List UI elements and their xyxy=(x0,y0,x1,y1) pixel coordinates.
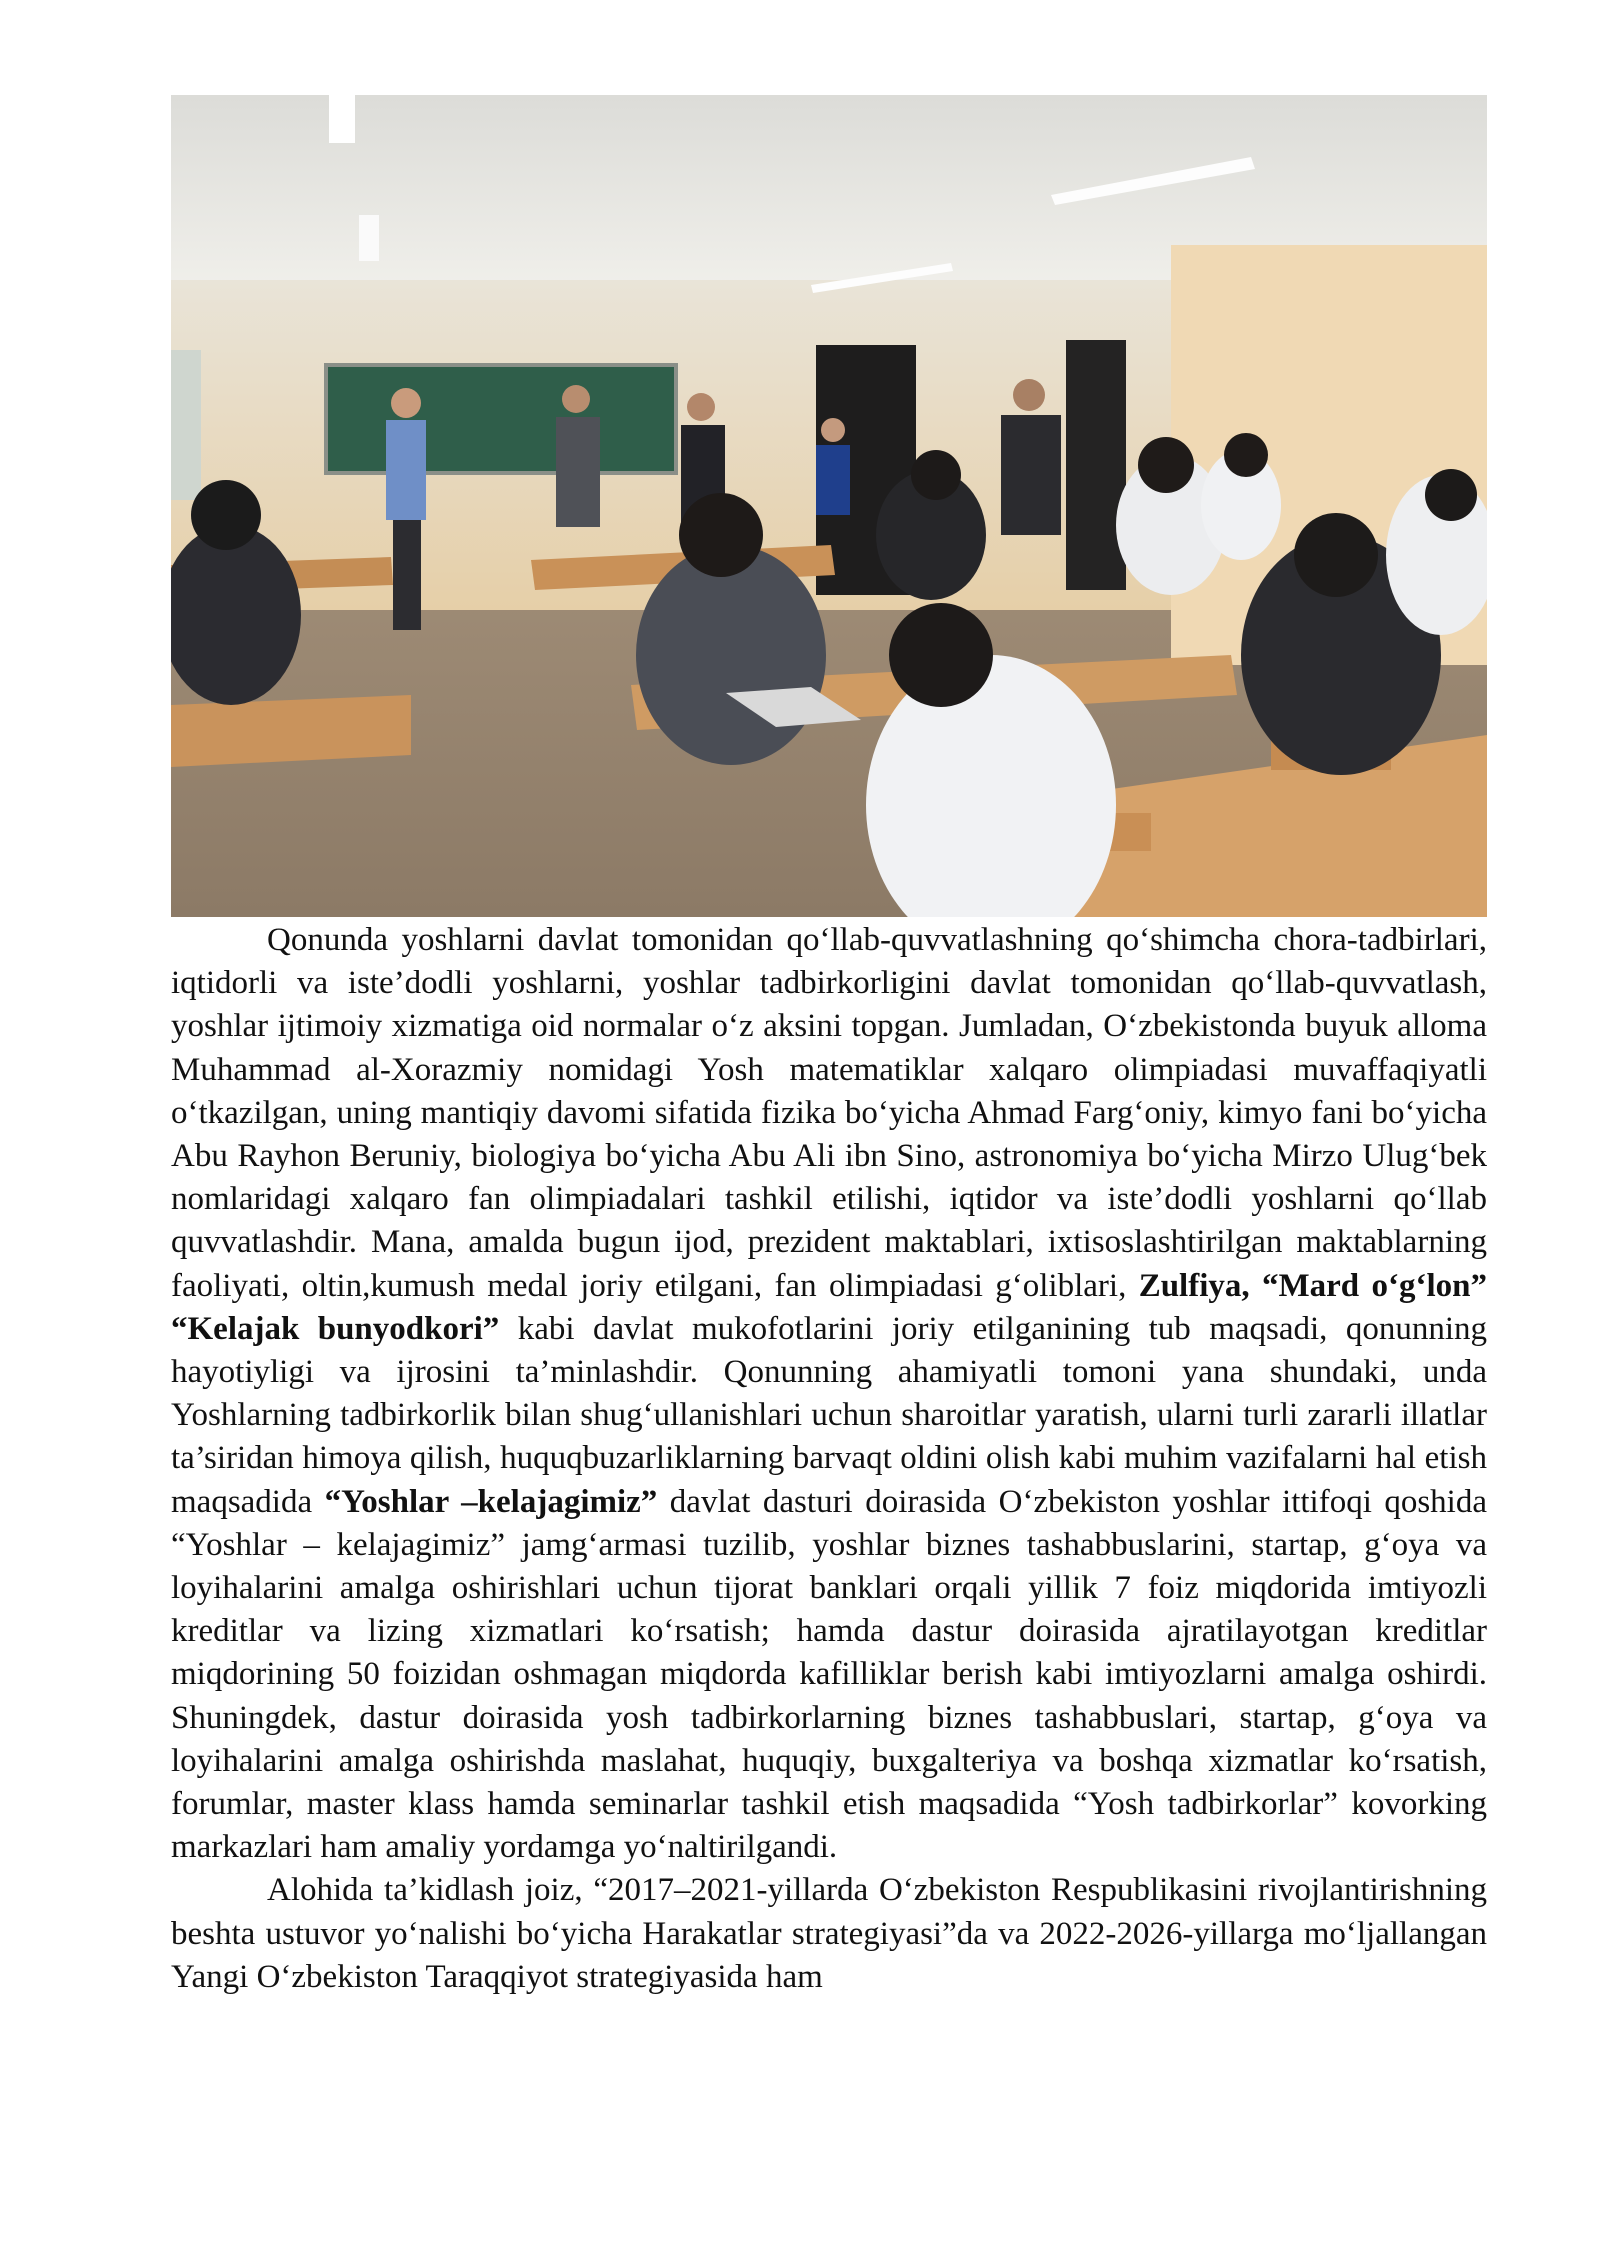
paragraph-1 xyxy=(171,919,1487,1869)
paragraph-1-part-2: kabi davlat mukofotlarini joriy etilganining tub maqsadi, qonunning hayotiyligi va ijrosini ta’minlashdir. Qonunning ahamiyatli tomoni yana shundaki, unda Yoshlarning tadbirkorlik bilan shug‘ullanishlari uchun sharoitlar yaratish, ularni turli zararli illatlar ta’siridan himoya qilish, huquqbuzarliklarning barvaqt oldini olish kabi muhim vazifalarni hal etish maqsadida xyxy=(171,1310,1487,1520)
classroom-photo xyxy=(171,95,1487,917)
paragraph-1-part-1: Qonunda yoshlarni davlat tomonidan qo‘llab-quvvatlashning qo‘shimcha chora-tadbirlari, iqtidorli va iste’dodli yoshlarni, yoshlar tadbirkorligini davlat tomonidan qo‘llab-quvvatlash, yoshlar ijtimoiy xizmatiga oid normalar o‘z aksini topgan. Jumladan, O‘zbekistonda buyuk alloma Muhammad al-Xorazmiy nomidagi Yosh matematiklar xalqaro olimpiadasi muvaffaqiyatli o‘tkazilgan, uning mantiqiy davomi sifatida fizika bo‘yicha Ahmad Farg‘oniy, kimyo fani bo‘yicha Abu Rayhon Beruniy, biologiya bo‘yicha Abu Ali ibn Sino, astronomiya bo‘yicha Mirzo Ulug‘bek nomlaridagi xalqaro fan olimpiadalari tashkil etilishi, iqtidor va iste’dodli yoshlarni qo‘llab quvvatlashdir. Mana, amalda bugun ijod, prezident maktablari, ixtisoslashtirilgan maktablarning faoliyati, oltin,kumush medal joriy etilgani, fan olimpiadasi g‘oliblari, xyxy=(171,922,1487,1304)
paragraph-2: Alohida ta’kidlash joiz, “2017–2021-yillarda O‘zbekiston Respublikasini rivojlantirishning beshta ustuvor yo‘nalishi bo‘yicha Harakatlar strategiyasi”da va 2022-2026-yillarga mo‘ljallangan Yangi O‘zbekiston Taraqqiyot strategiyasida ham xyxy=(171,1872,1487,1995)
paragraph-1-bold-awards: Zulfiya, “Mard o‘g‘lon” “Kelajak bunyodkori” xyxy=(171,1267,1487,1347)
paragraph-1-bold-program: “Yoshlar –kelajagimiz” xyxy=(324,1483,658,1520)
paragraph-1-part-3: davlat dasturi doirasida O‘zbekiston yoshlar ittifoqi qoshida “Yoshlar – kelajagimiz” jamg‘armasi tuzilib, yoshlar biznes tashabbuslarini, startap, g‘oya va loyihalarini amalga oshirishlari uchun tijorat banklari orqali yillik 7 foiz miqdorida imtiyozli kreditlar va lizing xizmatlari ko‘rsatish; hamda dastur doirasida ajratilayotgan kreditlar miqdorining 50 foizidan oshmagan miqdorda kafilliklar berish kabi imtiyozlarni amalga oshirdi. Shuningdek, dastur doirasida yosh tadbirkorlarning biznes tashabbuslari, startap, g‘oya va loyihalarini amalga oshirishda maslahat, huquqiy, buxgalteriya va boshqa xizmatlar ko‘rsatish, forumlar, master klass hamda seminarlar tashkil etish maqsadida “Yosh tadbirkorlar” kovorking markazlari ham amaliy yordamga yo‘naltirilgandi. xyxy=(171,1483,1488,1866)
body-text xyxy=(171,919,1487,1999)
